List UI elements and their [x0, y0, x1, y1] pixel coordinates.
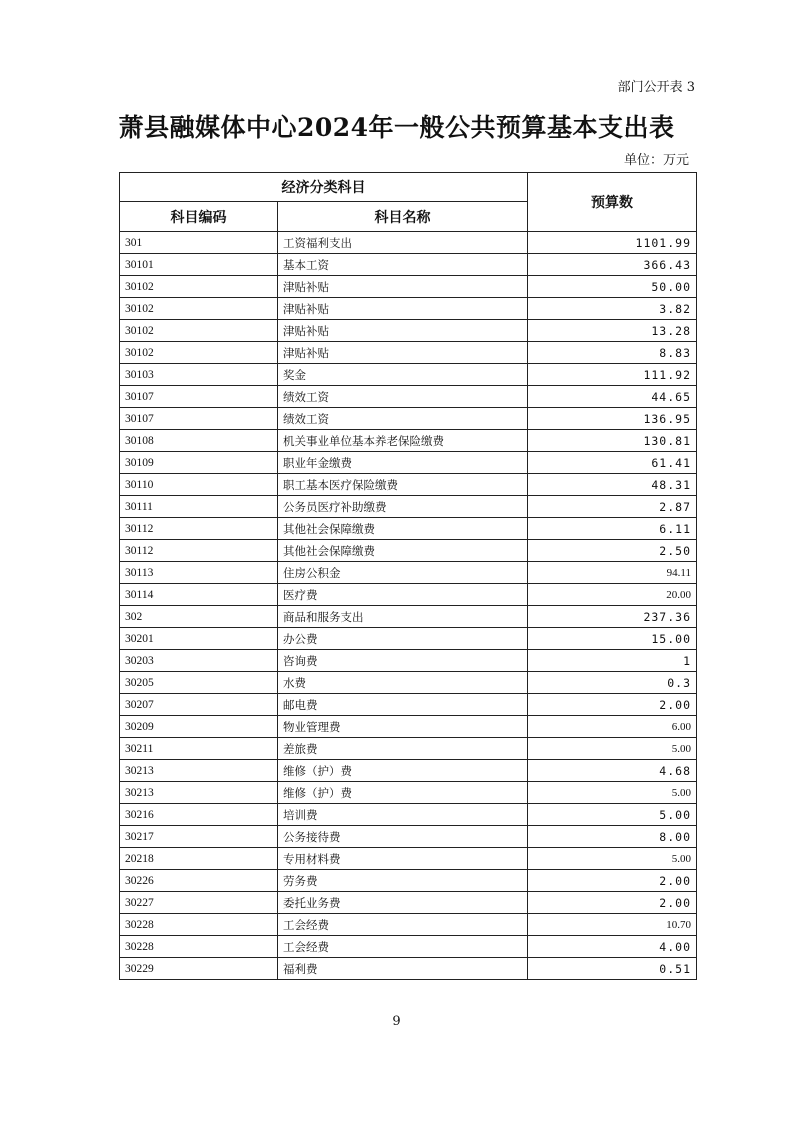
unit-label: 单位：万元: [623, 153, 689, 168]
row-code: 30114: [120, 584, 278, 606]
table-row: [120, 760, 697, 782]
table-row: [120, 672, 697, 694]
row-amount: 111.92: [528, 364, 697, 386]
table-row: [120, 320, 697, 342]
row-name: 公务员医疗补助缴费: [278, 496, 528, 518]
row-code: 30109: [120, 452, 278, 474]
row-amount: 8.00: [528, 826, 697, 848]
row-name: 津贴补贴: [278, 342, 528, 364]
name-header: 科目名称: [278, 202, 528, 232]
row-amount: 8.83: [528, 342, 697, 364]
row-amount: 0.3: [528, 672, 697, 694]
row-amount: 48.31: [528, 474, 697, 496]
table-row: [120, 848, 697, 870]
row-amount: 5.00: [528, 804, 697, 826]
row-amount: 130.81: [528, 430, 697, 452]
row-code: 20218: [120, 848, 278, 870]
table-row: [120, 518, 697, 540]
table-row: [120, 914, 697, 936]
row-amount: 4.00: [528, 936, 697, 958]
row-amount: 4.68: [528, 760, 697, 782]
row-code: 30103: [120, 364, 278, 386]
row-code: 302: [120, 606, 278, 628]
row-name: 商品和服务支出: [278, 606, 528, 628]
table-row: [120, 254, 697, 276]
row-name: 水费: [278, 672, 528, 694]
row-name: 津贴补贴: [278, 320, 528, 342]
table-row: [120, 804, 697, 826]
row-name: 咨询费: [278, 650, 528, 672]
row-amount: 2.00: [528, 870, 697, 892]
row-name: 其他社会保障缴费: [278, 518, 528, 540]
table-row: [120, 584, 697, 606]
row-name: 物业管理费: [278, 716, 528, 738]
table-label: 部门公开表 3: [617, 80, 695, 95]
row-code: 30201: [120, 628, 278, 650]
row-name: 津贴补贴: [278, 276, 528, 298]
row-amount: 2.87: [528, 496, 697, 518]
row-name: 机关事业单位基本养老保险缴费: [278, 430, 528, 452]
table-row: [120, 826, 697, 848]
amount-header: 预算数: [528, 173, 697, 232]
table-row: [120, 474, 697, 496]
table-row: [120, 650, 697, 672]
row-code: 30108: [120, 430, 278, 452]
table-row: [120, 298, 697, 320]
row-amount: 15.00: [528, 628, 697, 650]
table-row: [120, 364, 697, 386]
row-code: 30213: [120, 760, 278, 782]
row-code: 30216: [120, 804, 278, 826]
table-row: [120, 628, 697, 650]
row-amount: 2.50: [528, 540, 697, 562]
row-code: 30112: [120, 540, 278, 562]
table-row: [120, 716, 697, 738]
row-code: 30107: [120, 386, 278, 408]
row-amount: 61.41: [528, 452, 697, 474]
row-name: 工会经费: [278, 936, 528, 958]
row-amount: 20.00: [528, 584, 697, 606]
row-code: 30102: [120, 320, 278, 342]
table-row: [120, 694, 697, 716]
table-row: [120, 452, 697, 474]
row-name: 劳务费: [278, 870, 528, 892]
row-code: 30110: [120, 474, 278, 496]
row-amount: 13.28: [528, 320, 697, 342]
row-code: 30207: [120, 694, 278, 716]
row-name: 职工基本医疗保险缴费: [278, 474, 528, 496]
table-row: [120, 276, 697, 298]
row-name: 培训费: [278, 804, 528, 826]
row-amount: 2.00: [528, 694, 697, 716]
row-name: 差旅费: [278, 738, 528, 760]
row-name: 奖金: [278, 364, 528, 386]
row-amount: 50.00: [528, 276, 697, 298]
row-code: 30227: [120, 892, 278, 914]
table-row: [120, 562, 697, 584]
row-name: 医疗费: [278, 584, 528, 606]
row-code: 30217: [120, 826, 278, 848]
table-row: [120, 496, 697, 518]
table-row: [120, 232, 697, 254]
row-code: 30111: [120, 496, 278, 518]
row-code: 30107: [120, 408, 278, 430]
row-name: 基本工资: [278, 254, 528, 276]
row-code: 30112: [120, 518, 278, 540]
row-code: 30226: [120, 870, 278, 892]
table-row: [120, 782, 697, 804]
row-name: 委托业务费: [278, 892, 528, 914]
row-amount: 5.00: [528, 738, 697, 760]
row-code: 30228: [120, 914, 278, 936]
code-header: 科目编码: [120, 202, 278, 232]
table-row: [120, 936, 697, 958]
row-amount: 44.65: [528, 386, 697, 408]
row-code: 301: [120, 232, 278, 254]
row-amount: 10.70: [528, 914, 697, 936]
table-row: [120, 408, 697, 430]
row-code: 30101: [120, 254, 278, 276]
row-amount: 3.82: [528, 298, 697, 320]
row-amount: 6.00: [528, 716, 697, 738]
row-code: 30209: [120, 716, 278, 738]
row-name: 维修（护）费: [278, 760, 528, 782]
row-amount: 2.00: [528, 892, 697, 914]
row-name: 工资福利支出: [278, 232, 528, 254]
row-name: 职业年金缴费: [278, 452, 528, 474]
row-name: 维修（护）费: [278, 782, 528, 804]
row-code: 30113: [120, 562, 278, 584]
row-code: 30213: [120, 782, 278, 804]
row-amount: 237.36: [528, 606, 697, 628]
row-amount: 5.00: [528, 848, 697, 870]
row-name: 绩效工资: [278, 386, 528, 408]
row-amount: 1: [528, 650, 697, 672]
row-name: 办公费: [278, 628, 528, 650]
row-name: 专用材料费: [278, 848, 528, 870]
row-name: 住房公积金: [278, 562, 528, 584]
row-name: 津贴补贴: [278, 298, 528, 320]
table-row: [120, 870, 697, 892]
row-name: 工会经费: [278, 914, 528, 936]
row-amount: 366.43: [528, 254, 697, 276]
row-name: 公务接待费: [278, 826, 528, 848]
table-row: [120, 540, 697, 562]
row-code: 30102: [120, 298, 278, 320]
row-name: 邮电费: [278, 694, 528, 716]
row-amount: 136.95: [528, 408, 697, 430]
row-amount: 94.11: [528, 562, 697, 584]
row-name: 绩效工资: [278, 408, 528, 430]
table-row: [120, 430, 697, 452]
table-row: [120, 892, 697, 914]
row-code: 30205: [120, 672, 278, 694]
table-row: [120, 738, 697, 760]
row-code: 30203: [120, 650, 278, 672]
table-row: [120, 386, 697, 408]
row-amount: 6.11: [528, 518, 697, 540]
group-header: 经济分类科目: [120, 173, 528, 202]
table-row: [120, 958, 697, 980]
row-name: 福利费: [278, 958, 528, 980]
page-title: 萧县融媒体中心2024年一般公共预算基本支出表: [118, 113, 675, 142]
row-amount: 1101.99: [528, 232, 697, 254]
row-name: 其他社会保障缴费: [278, 540, 528, 562]
row-amount: 0.51: [528, 958, 697, 980]
page-number: 9: [392, 1014, 401, 1029]
row-amount: 5.00: [528, 782, 697, 804]
table-row: [120, 342, 697, 364]
budget-table: [119, 172, 697, 980]
row-code: 30102: [120, 276, 278, 298]
row-code: 30211: [120, 738, 278, 760]
row-code: 30102: [120, 342, 278, 364]
table-row: [120, 606, 697, 628]
row-code: 30228: [120, 936, 278, 958]
row-code: 30229: [120, 958, 278, 980]
